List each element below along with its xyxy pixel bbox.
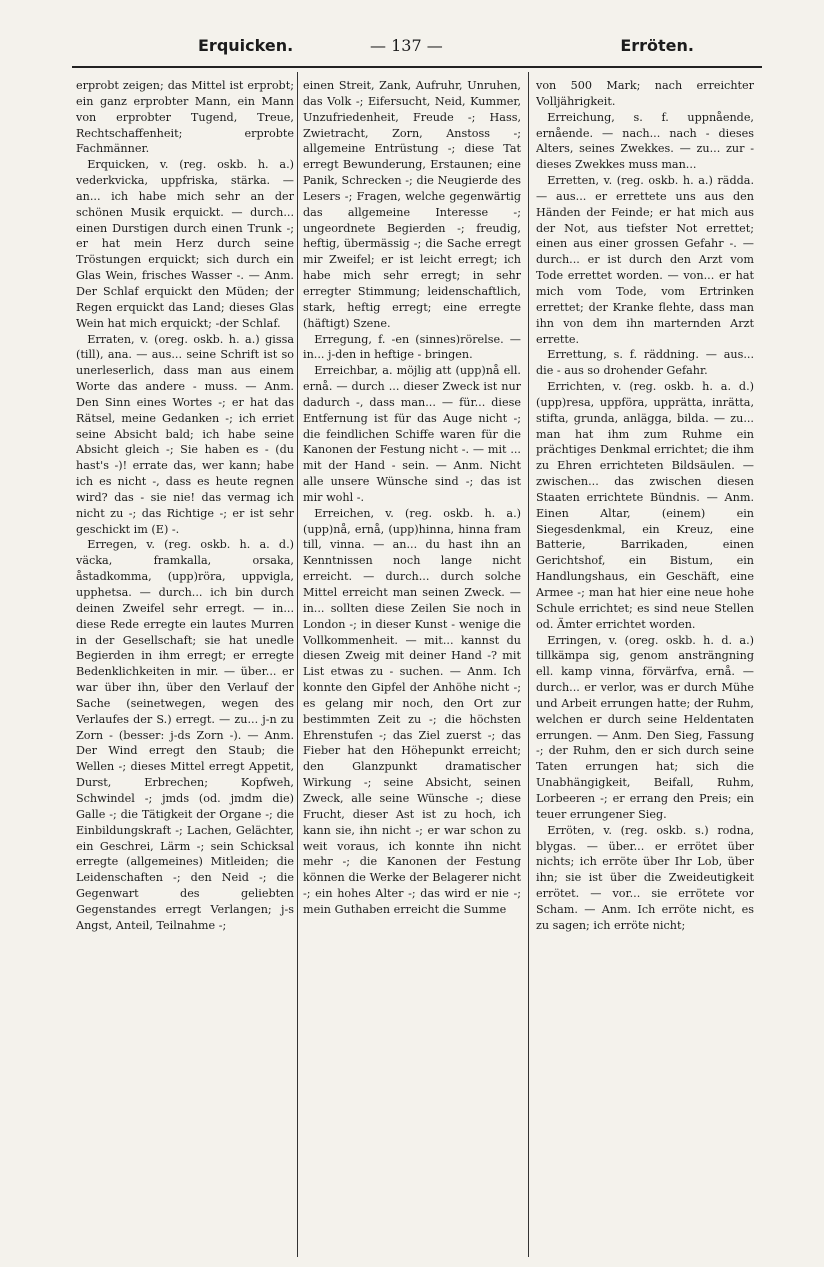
entry-paragraph: Erreichbar, a. möjlig att (upp)nå ell. ernå. — durch ... dieser Zweck ist nur dadurch -, dass man... — für... diese Entfernung ist für das Auge nicht -; die feindlichen Schiffe waren für die Kanonen der Festung nicht -. — mit ... mit der Hand - sein. — Anm. Nicht alle unsere Wünsche sind -; das ist mir wohl -.	[303, 364, 521, 504]
header-left-word: Erquicken.	[198, 36, 294, 55]
entry-paragraph: einen Streit, Zank, Aufruhr, Unruhen, das Volk -; Eifersucht, Neid, Kummer, Unzufriedenheit, Freude -; Hass, Zwietracht, Zorn, Anstoss -; allgemeine Entrüstung -; diese Tat erregt Bewunderung, Erstaunen; eine Panik, Schrecken -; die Neugierde des Lesers -; Fragen, welche gegenwärtig das allgemeine Interesse -; ungeordnete Begierden -; freudig, heftig, übermässig -; die Sache erregt mir Zweifel; er ist leicht erregt; ich habe mich sehr erregt; in sehr erregter Stimmung; leidenschaftlich, stark, heftig erregt; eine erregte (häftigt) Szene.	[303, 79, 521, 330]
header-right-word: Erröten.	[620, 36, 694, 55]
column-left	[76, 78, 294, 1250]
entry-paragraph: Erretten, v. (reg. oskb. h. a.) rädda. — aus... er errettete uns aus den Händen der Feinde; er hat mich aus der Not, aus tiefster Not errettet; einen aus einer grossen Gefahr -. — durch... er ist durch den Arzt vom Tode errettet worden. — von... er hat mich vom Tode, vom Ertrinken errettet; der Kranke flehte, dass man ihn von dem ihn marternden Arzt errette.	[536, 174, 754, 346]
page-number: — 137 —	[370, 36, 443, 55]
entry-paragraph: Erregen, v. (reg. oskb. h. a. d.) väcka, framkalla, orsaka, åstadkomma, (upp)röra, uppvigla, upphetsa. — durch... ich bin durch deinen Zweifel sehr erregt. — in... diese Rede erregte ein lautes Murren in der Gesellschaft; sie hat unedle Begierden in ihm erregt; er erregte Bedenklichkeiten in mir. — über... er war über ihn, über den Verlauf der Sache (seinetwegen, wegen des Verlaufes der S.) erregt. — zu... j-n zu Zorn - (besser: j-ds Zorn -). — Anm. Der Wind erregt den Staub; die Wellen -; dieses Mittel erregt Appetit, Durst, Erbrechen; Kopfweh, Schwindel -; jmds (od. jmdm die) Galle -; die Tätigkeit der Organe -; die Einbildungskraft -; Lachen, Gelächter, ein Geschrei, Lärm -; sein Schicksal erregte (allgemeines) Mitleiden; die Leidenschaften -; den Neid -; die Gegenwart des geliebten Gegenstandes erregt Verlangen; j-s Angst, Anteil, Teilnahme -;	[76, 538, 294, 932]
entry-paragraph: Erreichen, v. (reg. oskb. h. a.) (upp)nå, ernå, (upp)hinna, hinna fram till, vinna. — an... du hast ihn an Kenntnissen noch lange nicht erreicht. — durch... durch solche Mittel erreicht man seinen Zweck. — in... sollten diese Zeilen Sie noch in London -; in dieser Kunst - wenige die Vollkommenheit. — mit... kannst du diesen Zweig mit deiner Hand -? mit List etwas zu - suchen. — Anm. Ich konnte den Gipfel der Anhöhe nicht -; es gelang mir noch, den Ort zur bestimmten Zeit zu -; die höchsten Ehrenstufen -; das Ziel zuerst -; das Fieber hat den Höhepunkt erreicht; den Glanzpunkt dramatischer Wirkung -; seine Absicht, seinen Zweck, alle seine Wünsche -; diese Frucht, dieser Ast ist zu hoch, ich kann sie, ihn nicht -; er war schon zu weit voraus, ich konnte ihn nicht mehr -; die Kanonen der Festung können die Werke der Belagerer nicht -; ein hohes Alter -; das wird er nie -; mein Guthaben erreicht die Summe	[303, 506, 521, 916]
entry-paragraph: Erregung, f. -en (sinnes)rörelse. — in... j-den in heftige - bringen.	[303, 332, 521, 362]
running-header	[72, 36, 762, 62]
column-right	[536, 78, 754, 1250]
column-divider	[297, 72, 298, 1257]
entry-paragraph: Erreichung, s. f. uppnående, ernående. — nach... nach - dieses Alters, seines Zwekkes. — zu... zur - dieses Zwekkes muss man...	[536, 110, 754, 172]
entry-paragraph: Errettung, s. f. räddning. — aus... die - aus so drohender Gefahr.	[536, 348, 754, 378]
entry-paragraph: Erringen, v. (oreg. oskb. h. d. a.) tillkämpa sig, genom ansträngning ell. kamp vinna, förvärfva, ernå. — durch... er verlor, was er durch Mühe und Arbeit errungen hatte; der Ruhm, welchen er durch seine Heldentaten errungen. — Anm. Den Sieg, Fassung -; der Ruhm, den er sich durch seine Taten errungen hat; sich die Unabhängigkeit, Beifall, Ruhm, Lorbeeren -; er errang den Preis; ein teuer errungener Sieg.	[536, 633, 754, 821]
entry-paragraph: erprobt zeigen; das Mittel ist erprobt; ein ganz erprobter Mann, ein Mann von erprobter Tugend, Treue, Rechtschaffenheit; erprobte Fachmänner.	[76, 79, 294, 156]
column-divider	[528, 72, 529, 1257]
entry-paragraph: Erquicken, v. (reg. oskb. h. a.) vederkvicka, uppfriska, stärka. — an... ich habe mich sehr an der schönen Musik erquickt. — durch... einen Durstigen durch einen Trunk -; er hat mein Herz durch seine Tröstungen erquickt; sich durch ein Glas Wein, frisches Wasser -. — Anm. Der Schlaf erquickt den Müden; der Regen erquickt das Land; dieses Glas Wein hat mich erquickt; -der Schlaf.	[76, 158, 294, 330]
entry-paragraph: von 500 Mark; nach erreichter Volljährigkeit.	[536, 79, 754, 108]
header-rule	[72, 66, 762, 68]
entry-paragraph: Erröten, v. (reg. oskb. s.) rodna, blygas. — über... er errötet über nichts; ich erröte über Ihr Lob, über ihn; sie ist über die Zweideutigkeit errötet. — vor... sie errötete vor Scham. — Anm. Ich erröte nicht, es zu sagen; ich erröte nicht;	[536, 823, 754, 932]
entry-paragraph: Erraten, v. (oreg. oskb. h. a.) gissa (till), ana. — aus... seine Schrift ist so unerleserlich, dass man aus einem Worte das andere - muss. — Anm. Den Sinn eines Wortes -; er hat das Rätsel, meine Gedanken -; ich erriet seine Absicht bald; ich habe seine Absicht gleich -; Sie haben es - (du hast's -)! errate das, wer kann; habe ich es nicht -, dass es heute regnen wird? das - sie nie! das vermag ich nicht zu -; das Richtige -; er ist sehr geschickt im (E) -.	[76, 332, 294, 536]
column-middle	[303, 78, 521, 1250]
entry-paragraph: Errichten, v. (reg. oskb. h. a. d.) (upp)resa, uppföra, upprätta, inrätta, stifta, grunda, anlägga, bilda. — zu... man hat ihm zum Ruhme ein prächtiges Denkmal errichtet; die ihm zu Ehren errichteten Bildsäulen. — zwischen... das zwischen diesen Staaten errichtete Bündnis. — Anm. Einen Altar, (einem) ein Siegesdenkmal, ein Kreuz, eine Batterie, Barrikaden, einen Gerichtshof, ein Bistum, ein Handlungshaus, ein Geschäft, eine Armee -; man hat hier eine neue hohe Schule errichtet; es sind neue Stellen od. Ämter errichtet worden.	[536, 380, 754, 631]
